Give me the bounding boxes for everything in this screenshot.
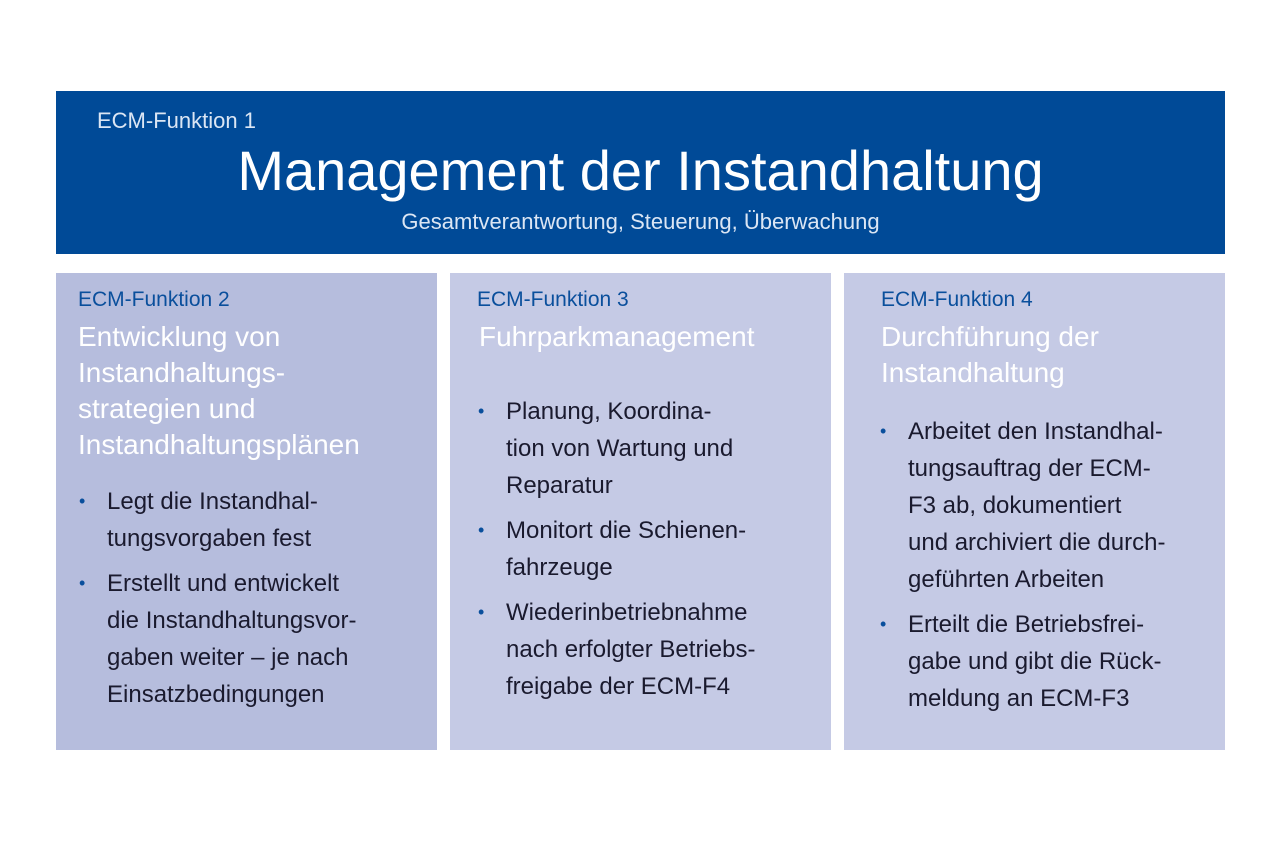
bullet-item [477, 512, 819, 586]
ecm-function-3-box [450, 273, 831, 750]
bullet-dot-icon: • [478, 401, 485, 421]
bullet-line: tungsauftrag der ECM- [908, 455, 1151, 482]
ecm-function-4-title [881, 319, 1207, 391]
title-line: strategien und [78, 393, 256, 424]
ecm-function-4-kicker: ECM-Funktion 4 [881, 288, 1033, 311]
ecm-function-4-bullet-list [879, 413, 1213, 725]
bullet-line: Monitort die Schienen- [506, 517, 747, 544]
ecm-function-4-box [844, 273, 1225, 750]
bullet-line: Erstellt und entwickelt [107, 570, 340, 597]
bullet-dot-icon: • [79, 573, 86, 593]
ecm-function-1-box [56, 91, 1225, 254]
bullet-line: tion von Wartung und [506, 435, 734, 462]
bullet-item [879, 413, 1213, 598]
bullet-line: Reparatur [506, 472, 613, 499]
bullet-line: fahrzeuge [506, 554, 613, 581]
bullet-line: und archiviert die durch- [908, 529, 1166, 556]
ecm-function-2-kicker: ECM-Funktion 2 [78, 288, 230, 311]
bullet-line: meldung an ECM-F3 [908, 685, 1130, 712]
ecm-function-2-box [56, 273, 437, 750]
bullet-dot-icon: • [880, 614, 887, 634]
bullet-dot-icon: • [79, 491, 86, 511]
bullet-item [879, 606, 1213, 717]
bullet-dot-icon: • [880, 421, 887, 441]
ecm-function-2-title [78, 319, 419, 463]
bullet-line: Arbeitet den Instandhal- [908, 418, 1163, 445]
bullet-item [78, 483, 425, 557]
bullet-line: geführten Arbeiten [908, 566, 1105, 593]
title-line: Instandhaltung [881, 357, 1065, 388]
bullet-line: Einsatzbedingungen [107, 681, 325, 708]
ecm-function-2-bullet-list [78, 483, 425, 721]
ecm-function-1-subtitle: Gesamtverantwortung, Steuerung, Überwachung [401, 209, 880, 234]
bullet-line: Legt die Instandhal- [107, 488, 318, 515]
bullet-line: gaben weiter – je nach [107, 644, 349, 671]
title-line: Instandhaltungsplänen [78, 429, 360, 460]
title-line: Instandhaltungs- [78, 357, 286, 388]
ecm-function-3-title [479, 319, 813, 355]
bullet-line: Wiederinbetriebnahme [506, 599, 748, 626]
ecm-function-1-title: Management der Instandhaltung [237, 139, 1044, 202]
bullet-item [477, 393, 819, 504]
bullet-line: Erteilt die Betriebsfrei- [908, 611, 1145, 638]
bullet-item [477, 594, 819, 705]
bullet-line: Planung, Koordina- [506, 398, 712, 425]
ecm-function-3-kicker: ECM-Funktion 3 [477, 288, 629, 311]
bullet-dot-icon: • [478, 520, 485, 540]
bullet-line: die Instandhaltungsvor- [107, 607, 357, 634]
title-line: Durchführung der [881, 321, 1099, 352]
title-line: Fuhrparkmanagement [479, 321, 755, 352]
bullet-line: tungsvorgaben fest [107, 525, 312, 552]
ecm-function-3-bullet-list [477, 393, 819, 713]
bullet-item [78, 565, 425, 713]
title-line: Entwicklung von [78, 321, 281, 352]
bullet-line: nach erfolgter Betriebs- [506, 636, 756, 663]
ecm-function-1-kicker: ECM-Funktion 1 [97, 108, 256, 133]
bullet-line: gabe und gibt die Rück- [908, 648, 1162, 675]
bullet-line: F3 ab, dokumentiert [908, 492, 1122, 519]
bullet-dot-icon: • [478, 602, 485, 622]
bullet-line: freigabe der ECM-F4 [506, 673, 731, 700]
